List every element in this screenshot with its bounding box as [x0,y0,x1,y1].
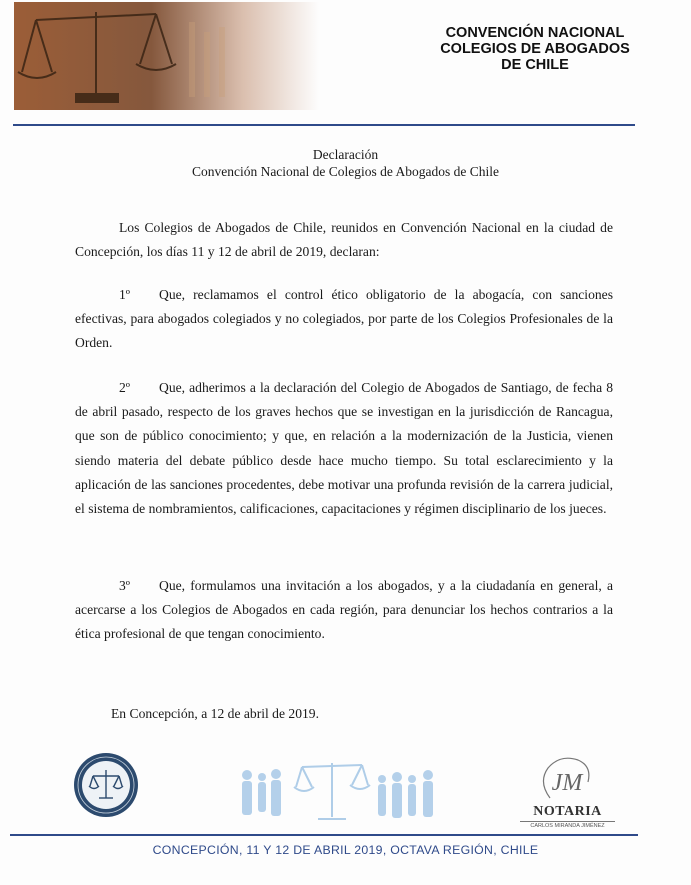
item-number: 1º [119,287,131,302]
notaria-label: NOTARIA [533,804,602,819]
org-name-line: DE CHILE [501,57,569,73]
notaria-monogram-icon [520,752,615,804]
notaria-logo [520,752,615,832]
scales-of-justice-icon [14,2,319,110]
notaria-subtitle: CARLOS MIRANDA JIMÉNEZ [520,821,615,829]
notaria-monogram: JM [551,770,583,796]
item-number: 3º [119,578,131,593]
declaration-item-1 [75,283,613,356]
item-text: Que, reclamamos el control ético obligatorio de la abogacía, con sanciones efectivas, para abogados colegiados y no colegiados, por parte de los Colegios Profesionales de la Orden. [75,287,613,351]
org-name-line: CONVENCIÓN NACIONAL [445,25,625,41]
declaration-item-2 [75,376,613,521]
declaration-item-3 [75,574,613,647]
item-text: Que, formulamos una invitación a los abogados, y a la ciudadanía en general, a acercarse a los Colegios de Abogados en cada región, para denunciar los hechos contrarios a la ética profesional de que tengan conocimiento. [75,578,613,642]
header-divider [13,124,635,126]
intro-paragraph: Los Colegios de Abogados de Chile, reunidos en Convención Nacional en la ciudad de Concepción, los días 11 y 12 de abril de 2019, declaran: [75,220,613,260]
item-text: Que, adherimos a la declaración del Colegio de Abogados de Santiago, de fecha 8 de abril pasado, respecto de los graves hechos que se investigan en la jurisdicción de Rancagua, que son de público conocimiento; y que, en relación a la modernización de la Justicia, vienen siendo materia del debate público desde hace mucho tiempo. Su total esclarecimiento y la aplicación de las sanciones procedentes, debe motivar una profunda revisión de la carrera judicial, el sistema de nombramientos, calificaciones, capacitaciones y régimen disciplinario de los jueces. [75,380,613,517]
org-name-line: COLEGIOS DE ABOGADOS [440,41,630,57]
place-and-date: En Concepción, a 12 de abril de 2019. [111,706,320,721]
header-scales-image [14,2,319,110]
footer-divider [10,834,638,836]
colegio-abogados-seal-icon [73,752,139,818]
item-number: 2º [119,380,131,395]
footer-event-line: CONCEPCIÓN, 11 Y 12 DE ABRIL 2019, OCTAVA REGIÓN, CHILE [152,843,539,857]
document-subtitle: Convención Nacional de Colegios de Abogados de Chile [191,164,500,179]
organization-name [430,25,640,73]
document-title: Declaración [312,147,379,162]
people-silhouettes-icon [232,757,442,827]
